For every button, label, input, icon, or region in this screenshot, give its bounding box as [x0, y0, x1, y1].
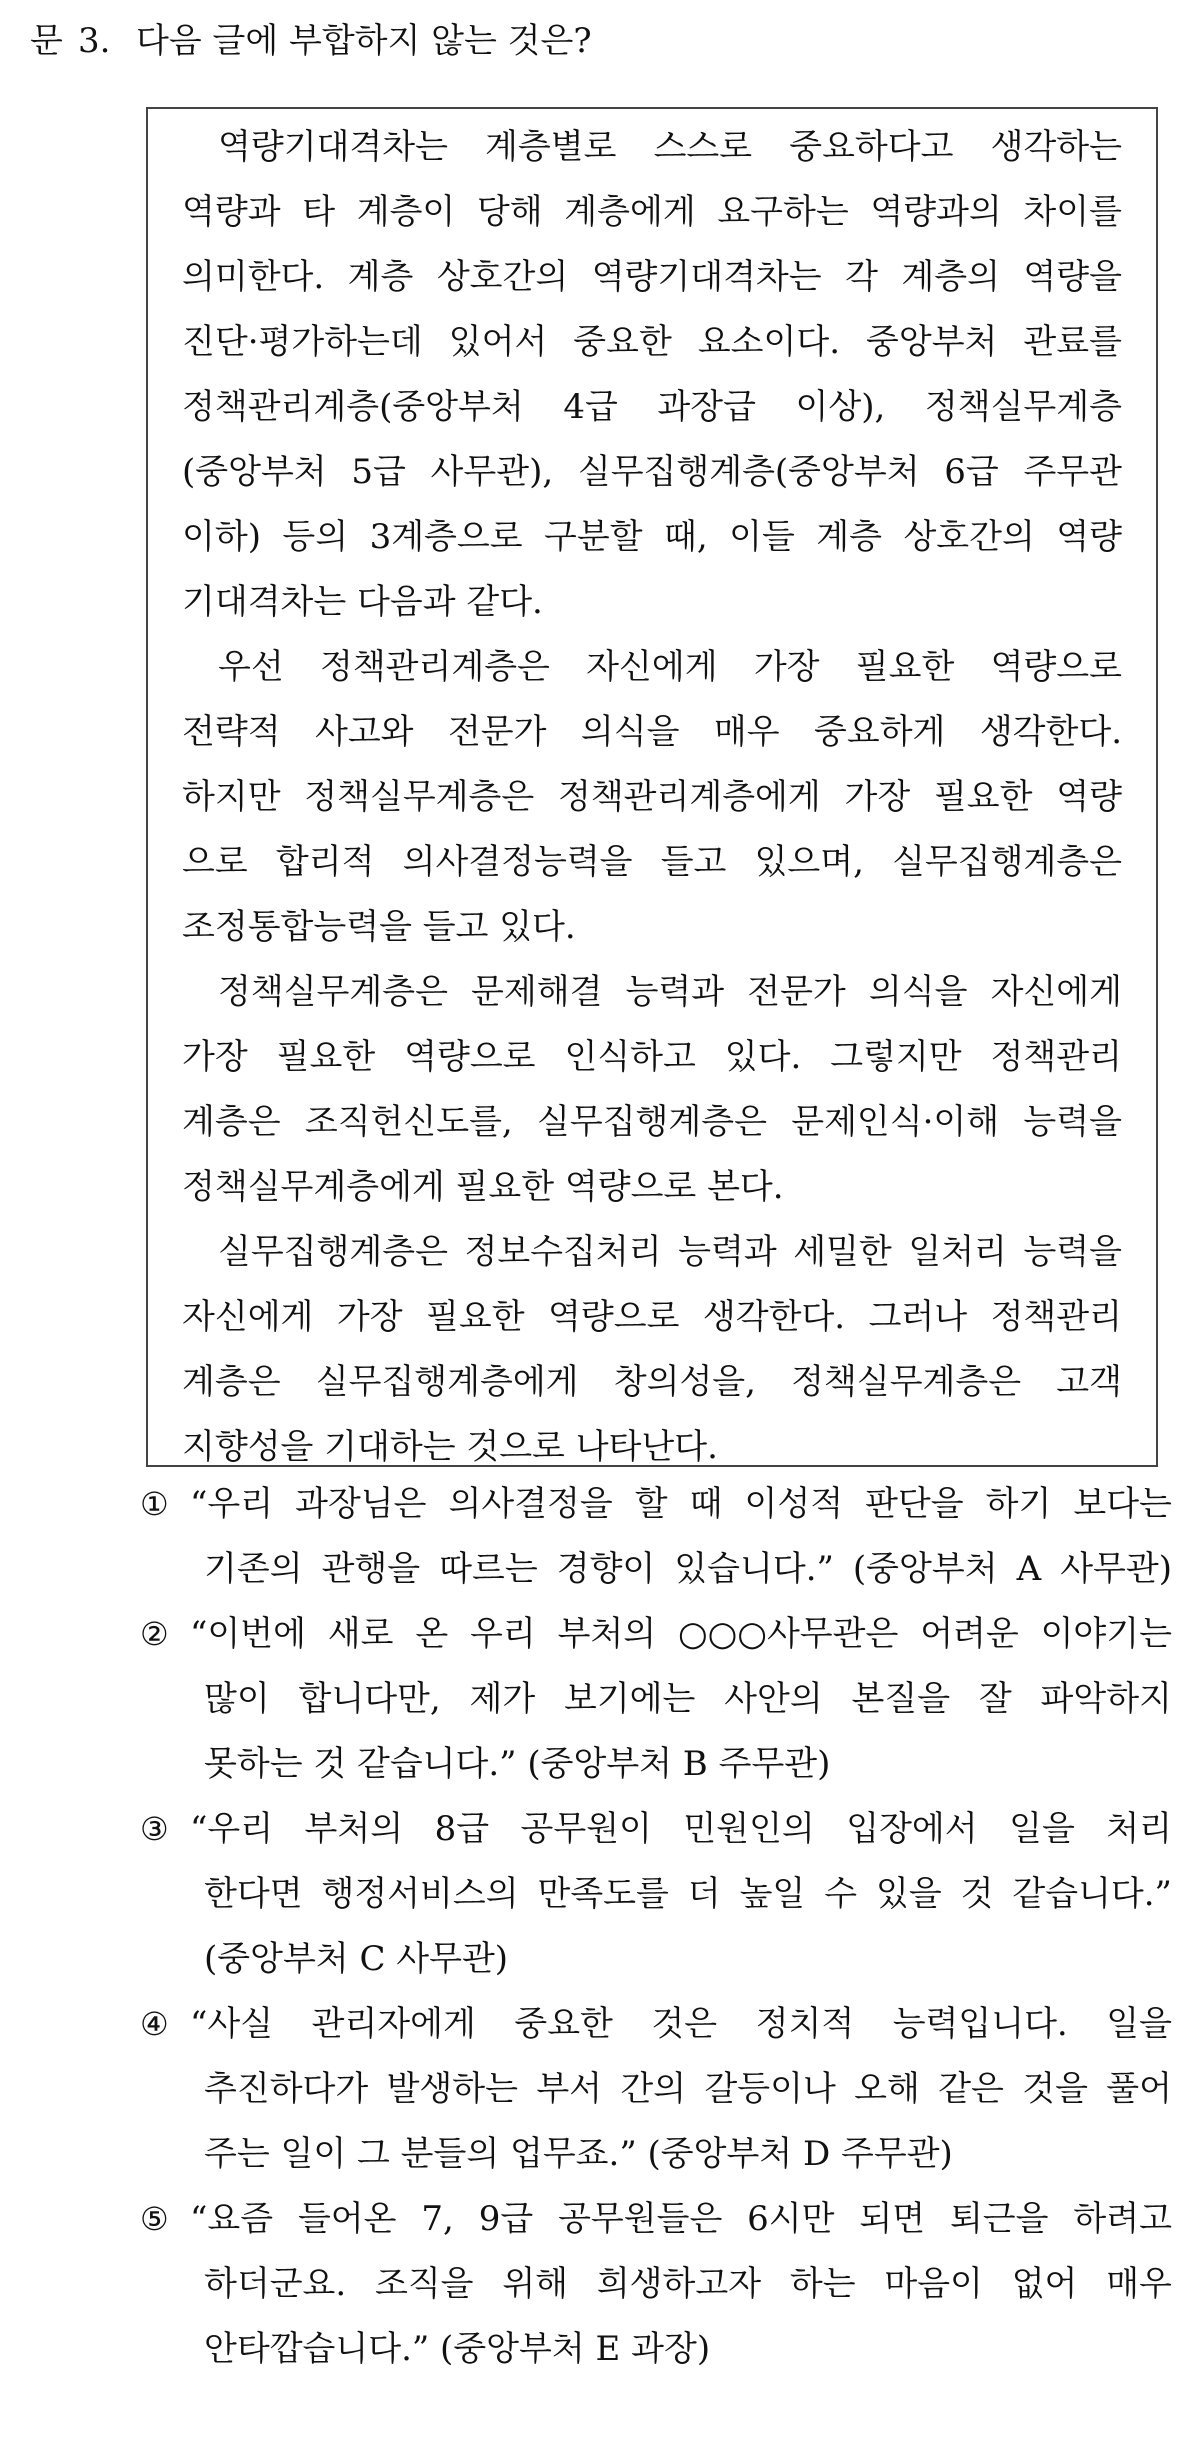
passage-line [182, 765, 1122, 830]
option-2[interactable] [140, 1602, 1180, 1797]
justified-text: “이번에 새로 온 우리 부처의 ○○○사무관은 어려운 이야기는 [190, 1614, 1172, 1654]
option-line [190, 1537, 1172, 1602]
option-1[interactable] [140, 1472, 1180, 1602]
option-marker: ④ [140, 2005, 169, 2043]
option-5[interactable] [140, 2187, 1180, 2382]
question-label: 문 [30, 21, 63, 61]
passage-line [182, 1090, 1122, 1155]
justified-text: 진단·평가하는데 있어서 중요한 요소이다. 중앙부처 관료를 [182, 322, 1122, 362]
justified-text: 정책실무계층은 문제해결 능력과 전문가 의식을 자신에게 [218, 972, 1122, 1012]
passage [182, 115, 1122, 1480]
option-line: (중앙부처 C 사무관) [204, 1939, 509, 1979]
justified-text: 추진하다가 발생하는 부서 간의 갈등이나 오해 같은 것을 풀어 [204, 2069, 1172, 2109]
option-line [190, 1602, 1172, 1667]
passage-line: 기대격차는 다음과 같다. [182, 582, 543, 622]
justified-text: 이하) 등의 3계층으로 구분할 때, 이들 계층 상호간의 역량 [182, 517, 1122, 557]
justified-text: 자신에게 가장 필요한 역량으로 생각한다. 그러나 정책관리 [182, 1297, 1122, 1337]
option-marker: ② [140, 1615, 169, 1653]
justified-text: “우리 부처의 8급 공무원이 민원인의 입장에서 일을 처리 [190, 1809, 1172, 1849]
justified-text: 으로 합리적 의사결정능력을 들고 있으며, 실무집행계층은 [182, 842, 1122, 882]
justified-text: 우선 정책관리계층은 자신에게 가장 필요한 역량으로 [218, 647, 1122, 687]
option-line [190, 2057, 1172, 2122]
justified-text: 역량과 타 계층이 당해 계층에게 요구하는 역량과의 차이를 [182, 192, 1122, 232]
passage-line [182, 635, 1122, 700]
passage-line [182, 960, 1122, 1025]
justified-text: 실무집행계층은 정보수집처리 능력과 세밀한 일처리 능력을 [218, 1232, 1122, 1272]
option-3[interactable] [140, 1797, 1180, 1992]
option-line [190, 1862, 1172, 1927]
passage-line [182, 1350, 1122, 1415]
justified-text: 정책관리계층(중앙부처 4급 과장급 이상), 정책실무계층 [182, 387, 1122, 427]
justified-text: (중앙부처 5급 사무관), 실무집행계층(중앙부처 6급 주무관 [182, 452, 1122, 492]
justified-text: 많이 합니다만, 제가 보기에는 사안의 본질을 잘 파악하지 [204, 1679, 1172, 1719]
justified-text: 전략적 사고와 전문가 의식을 매우 중요하게 생각한다. [182, 712, 1122, 752]
passage-line [182, 180, 1122, 245]
passage-line: 조정통합능력을 들고 있다. [182, 907, 576, 947]
justified-text: 의미한다. 계층 상호간의 역량기대격차는 각 계층의 역량을 [182, 257, 1122, 297]
passage-line [182, 830, 1122, 895]
option-marker: ③ [140, 1810, 169, 1848]
option-line [190, 2252, 1172, 2317]
passage-line [182, 505, 1122, 570]
passage-line [182, 310, 1122, 375]
justified-text: 역량기대격차는 계층별로 스스로 중요하다고 생각하는 [218, 127, 1122, 167]
justified-text: 가장 필요한 역량으로 인식하고 있다. 그렇지만 정책관리 [182, 1037, 1122, 1077]
passage-line [182, 700, 1122, 765]
passage-line: 정책실무계층에게 필요한 역량으로 본다. [182, 1167, 784, 1207]
passage-line [182, 115, 1122, 180]
passage-line [182, 1220, 1122, 1285]
answer-options [140, 1472, 1180, 2382]
justified-text: “우리 과장님은 의사결정을 할 때 이성적 판단을 하기 보다는 [190, 1484, 1172, 1524]
option-line: 못하는 것 같습니다.” (중앙부처 B 주무관) [204, 1744, 831, 1784]
justified-text: “요즘 들어온 7, 9급 공무원들은 6시만 되면 퇴근을 하려고 [190, 2199, 1172, 2239]
justified-text: 하지만 정책실무계층은 정책관리계층에게 가장 필요한 역량 [182, 777, 1122, 817]
passage-line [182, 375, 1122, 440]
passage-line [182, 440, 1122, 505]
option-line [190, 1797, 1172, 1862]
passage-line [182, 245, 1122, 310]
justified-text: 기존의 관행을 따르는 경향이 있습니다.” (중앙부처 A 사무관) [204, 1549, 1172, 1589]
passage-line: 지향성을 기대하는 것으로 나타난다. [182, 1427, 718, 1467]
option-line [190, 1992, 1172, 2057]
option-marker: ⑤ [140, 2200, 169, 2238]
justified-text: 하더군요. 조직을 위해 희생하고자 하는 마음이 없어 매우 [204, 2264, 1172, 2304]
justified-text: 한다면 행정서비스의 만족도를 더 높일 수 있을 것 같습니다.” [204, 1874, 1172, 1914]
passage-line [182, 1025, 1122, 1090]
passage-line [182, 1285, 1122, 1350]
justified-text: 계층은 조직헌신도를, 실무집행계층은 문제인식·이해 능력을 [182, 1102, 1122, 1142]
justified-text: 계층은 실무집행계층에게 창의성을, 정책실무계층은 고객 [182, 1362, 1122, 1402]
question-header [30, 14, 1170, 68]
option-4[interactable] [140, 1992, 1180, 2187]
option-line: 안타깝습니다.” (중앙부처 E 과장) [204, 2329, 711, 2369]
option-line [190, 2187, 1172, 2252]
question-text: 다음 글에 부합하지 않는 것은? [136, 21, 592, 61]
option-marker: ① [140, 1485, 169, 1523]
option-line [190, 1667, 1172, 1732]
question-number: 3. [78, 21, 111, 61]
option-line: 주는 일이 그 분들의 업무죠.” (중앙부처 D 주무관) [204, 2134, 953, 2174]
option-line [190, 1472, 1172, 1537]
justified-text: “사실 관리자에게 중요한 것은 정치적 능력입니다. 일을 [190, 2004, 1172, 2044]
